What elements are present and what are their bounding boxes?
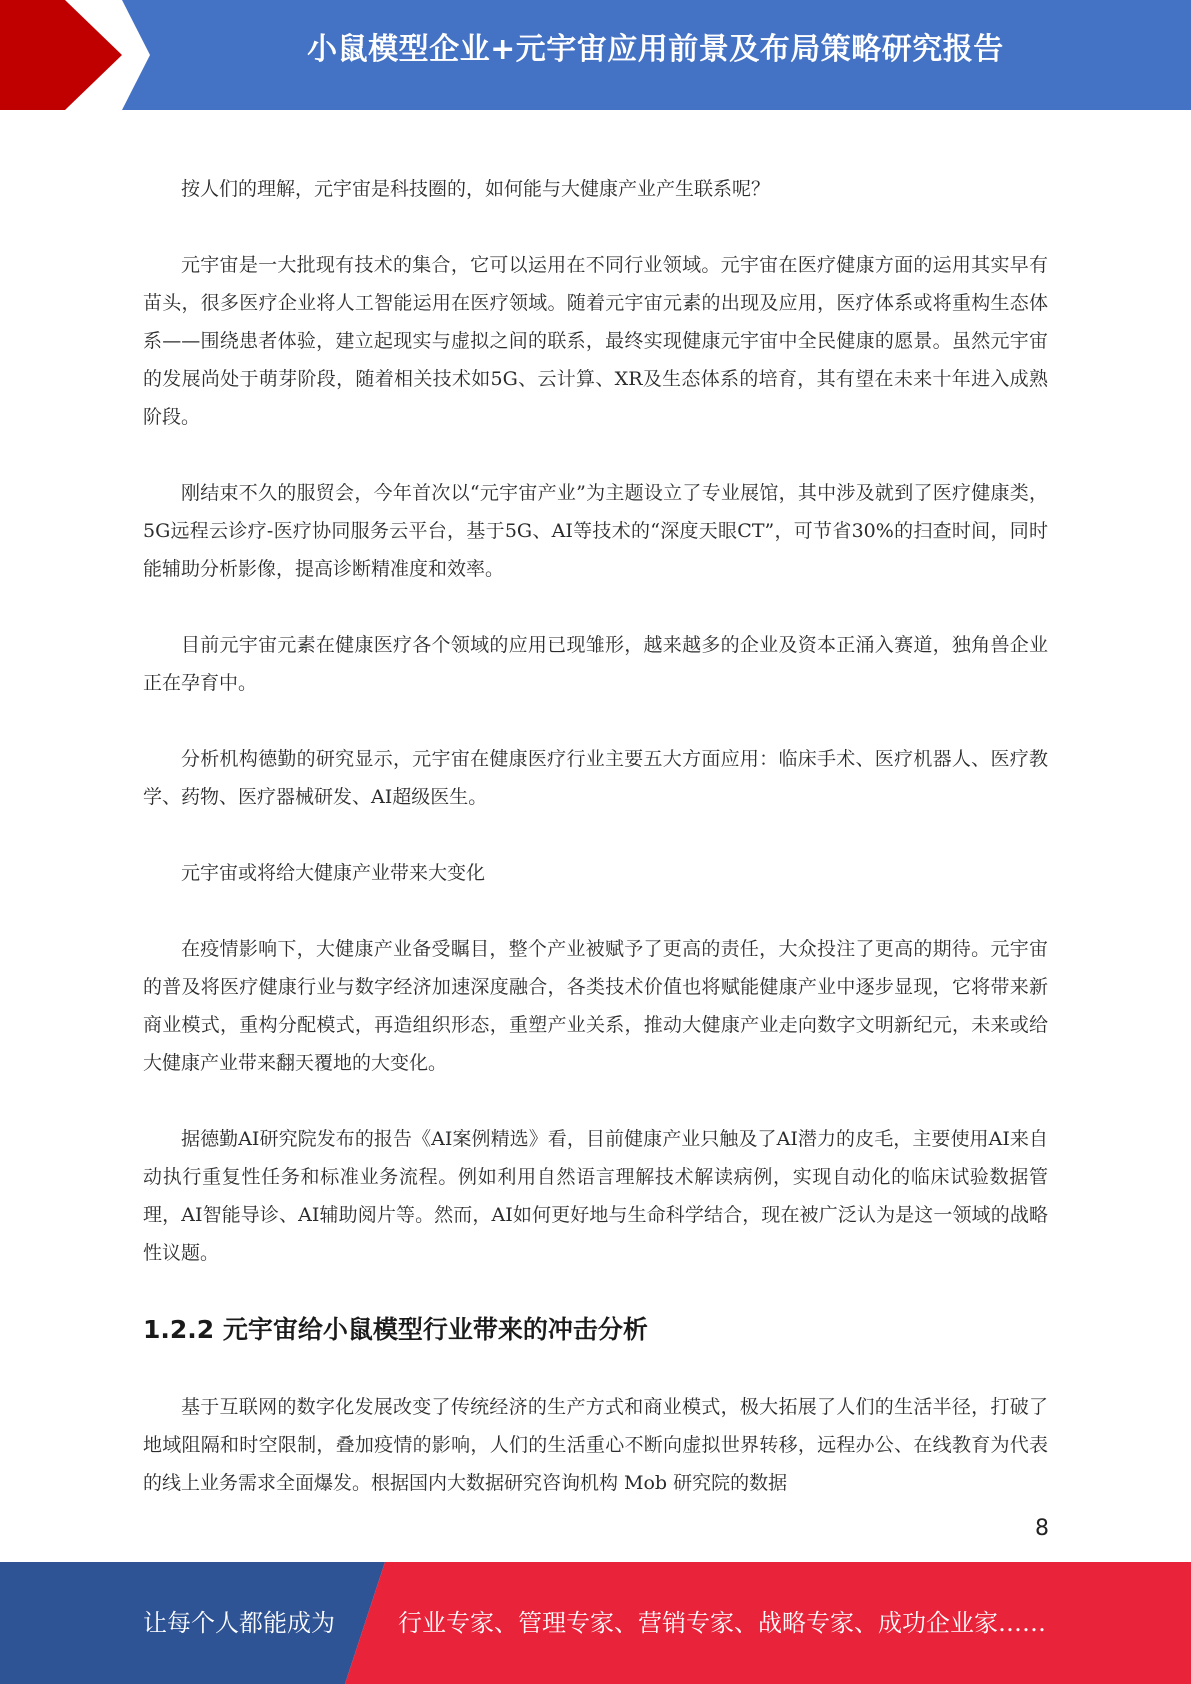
- paragraph: 元宇宙是一大批现有技术的集合，它可以运用在不同行业领域。元宇宙在医疗健康方面的运用其实早有苗头，很多医疗企业将人工智能运用在医疗领域。随着元宇宙元素的出现及应用，医疗体系或将重构生态体系——围绕患者体验，建立起现实与虚拟之间的联系，最终实现健康元宇宙中全民健康的愿景。虽然元宇宙的发展尚处于萌芽阶段，随着相关技术如5G、云计算、XR及生态体系的培育，其有望在未来十年进入成熟阶段。: [143, 254, 1048, 428]
- report-title: 小鼠模型企业+元宇宙应用前景及布局策略研究报告: [307, 32, 1004, 67]
- paragraph: 刚结束不久的服贸会，今年首次以“元宇宙产业”为主题设立了专业展馆，其中涉及就到了医疗健康类，5G远程云诊疗-医疗协同服务云平台，基于5G、AI等技术的“深度天眼CT”，可节省30%的扫查时间，同时能辅助分析影像，提高诊断精准度和效率。: [143, 482, 1048, 580]
- paragraph: 分析机构德勤的研究显示，元宇宙在健康医疗行业主要五大方面应用：临床手术、医疗机器人、医疗教学、药物、医疗器械研发、AI超级医生。: [143, 748, 1048, 808]
- paragraph: 据德勤AI研究院发布的报告《AI案例精选》看，目前健康产业只触及了AI潜力的皮毛，主要使用AI来自动执行重复性任务和标准业务流程。例如利用自然语言理解技术解读病例，实现自动化的临床试验数据管理，AI智能导诊、AI辅助阅片等。然而，AI如何更好地与生命科学结合，现在被广泛认为是这一领域的战略性议题。: [143, 1128, 1048, 1264]
- main-content: [143, 170, 1048, 1502]
- footer-slogan-left: 让每个人都能成为: [143, 1609, 335, 1637]
- page-number: 8: [1035, 1516, 1049, 1541]
- section-paragraph: 基于互联网的数字化发展改变了传统经济的生产方式和商业模式，极大拓展了人们的生活半径，打破了地域阻隔和时空限制，叠加疫情的影响，人们的生活重心不断向虚拟世界转移，远程办公、在线教育为代表的线上业务需求全面爆发。根据国内大数据研究咨询机构 Mob 研究院的数据: [143, 1396, 1048, 1494]
- paragraph: 目前元宇宙元素在健康医疗各个领域的应用已现雏形，越来越多的企业及资本正涌入赛道，独角兽企业正在孕育中。: [143, 634, 1048, 694]
- page-header: [0, 0, 1191, 110]
- footer-slogan-right: 行业专家、管理专家、营销专家、战略专家、成功企业家……: [398, 1609, 1046, 1637]
- section-heading: 1.2.2 元宇宙给小鼠模型行业带来的冲击分析: [143, 1315, 648, 1344]
- subheading-paragraph: 元宇宙或将给大健康产业带来大变化: [181, 862, 486, 884]
- paragraph: 按人们的理解，元宇宙是科技圈的，如何能与大健康产业产生联系呢？: [181, 178, 771, 200]
- page-footer: [0, 1562, 1191, 1684]
- paragraph: 在疫情影响下，大健康产业备受瞩目，整个产业被赋予了更高的责任，大众投注了更高的期待。元宇宙的普及将医疗健康行业与数字经济加速深度融合，各类技术价值也将赋能健康产业中逐步显现，它将带来新商业模式，重构分配模式，再造组织形态，重塑产业关系，推动大健康产业走向数字文明新纪元，未来或给大健康产业带来翻天覆地的大变化。: [143, 938, 1048, 1074]
